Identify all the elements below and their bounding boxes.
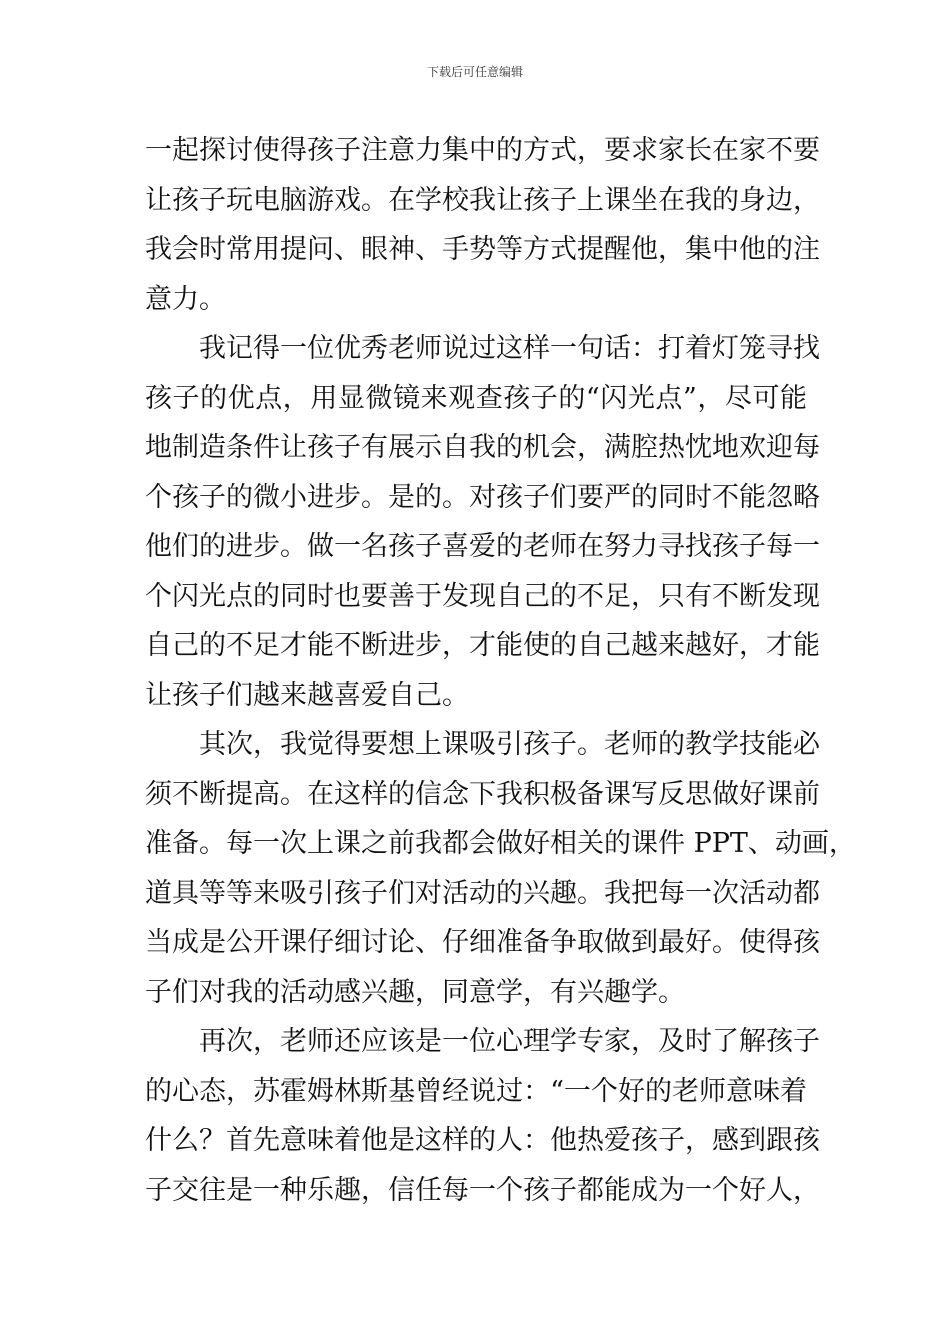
- page-header: 下载后可任意编辑: [426, 65, 523, 79]
- text-line: 子交往是一种乐趣，信任每一个孩子都能成为一个好人，: [145, 1174, 820, 1206]
- text-line: 道具等等来吸引孩子们对活动的兴趣。我把每一次活动都: [145, 877, 820, 909]
- text-line: 个闪光点的同时也要善于发现自己的不足，只有不断发现: [145, 580, 820, 612]
- text-line: 子们对我的活动感兴趣，同意学，有兴趣学。: [145, 976, 685, 1008]
- document-body: [145, 126, 856, 1215]
- text-line: 的心态，苏霍姆林斯基曾经说过：“一个好的老师意味着: [145, 1075, 807, 1107]
- text-line: 个孩子的微小进步。是的。对孩子们要严的同时不能忽略: [145, 481, 820, 513]
- text-line: 孩子的优点，用显微镜来观查孩子的“闪光点”，尽可能: [145, 382, 807, 414]
- text-line: 我记得一位优秀老师说过这样一句话：打着灯笼寻找: [199, 333, 820, 364]
- text-line: 让孩子玩电脑游戏。在学校我让孩子上课坐在我的身边，: [145, 184, 820, 216]
- text-line: 一起探讨使得孩子注意力集中的方式，要求家长在家不要: [145, 135, 820, 166]
- text-line: 自己的不足才能不断进步，才能使的自己越来越好，才能: [145, 630, 820, 661]
- text-line: 地制造条件让孩子有展示自我的机会，满腔热忱地欢迎每: [145, 432, 820, 463]
- text-line: 当成是公开课仔细讨论、仔细准备争取做到最好。使得孩: [145, 927, 820, 958]
- text-line: 什么？首先意味着他是这样的人：他热爱孩子，感到跟孩: [145, 1125, 820, 1156]
- text-line: 其次，我觉得要想上课吸引孩子。老师的教学技能必: [199, 729, 820, 760]
- text-line: 意力。: [145, 283, 226, 315]
- text-line: 让孩子们越来越喜爱自己。: [145, 679, 469, 711]
- text-line: 须不断提高。在这样的信念下我积极备课写反思做好课前: [145, 778, 820, 810]
- text-line: 他们的进步。做一名孩子喜爱的老师在努力寻找孩子每一: [145, 531, 820, 562]
- text-line: 再次，老师还应该是一位心理学专家，及时了解孩子: [199, 1026, 820, 1057]
- text-line: 准备。每一次上课之前我都会做好相关的课件 PPT、动画，: [145, 828, 856, 859]
- text-line: 我会时常用提问、眼神、手势等方式提醒他，集中他的注: [145, 234, 820, 265]
